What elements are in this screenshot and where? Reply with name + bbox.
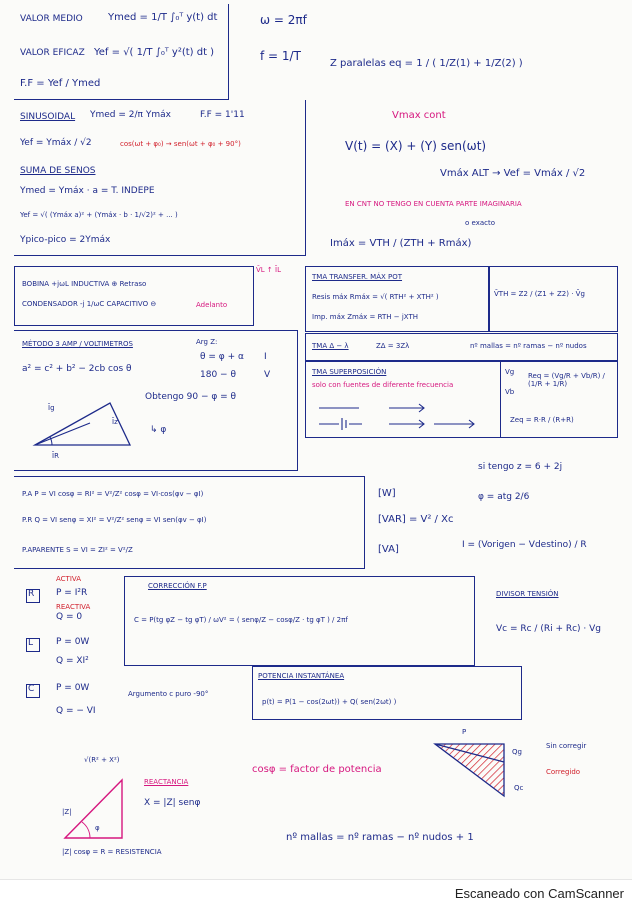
bobina-row: BOBINA +jωL INDUCTIVA ⊕ Retraso	[22, 280, 147, 288]
current-symbol: I	[264, 352, 267, 362]
box-divider	[14, 476, 365, 477]
cosine-law: a² = c² + b² − 2cb cos θ	[22, 364, 132, 374]
suma-senos-label: SUMA DE SENOS	[20, 166, 96, 176]
potencia-instantanea-label: POTENCIA INSTANTÁNEA	[258, 672, 345, 680]
vg-label: Vg	[505, 368, 515, 376]
box-divider	[14, 99, 229, 100]
correccion-label: CORRECCIÓN F.P	[148, 582, 207, 590]
hypotenuse-formula: √(R² + X²)	[84, 756, 120, 764]
box-divider	[228, 4, 229, 99]
vmax-cont: Vmax cont	[392, 110, 446, 121]
scanner-watermark: Escaneado con CamScanner	[454, 886, 624, 901]
sin-corregir-label: Sin corregir	[546, 742, 587, 750]
delta-label: TMA Δ − λ	[312, 342, 349, 350]
phi-angle: φ	[95, 824, 100, 832]
valor-medio-formula: Ymed = 1/T ∫₀ᵀ y(t) dt	[108, 12, 218, 23]
current-divisor-formula: I = (Vorigen − Vdestino) / R	[462, 540, 587, 550]
vth-formula: V̄TH = Z2 / (Z1 + Z2) · V̄g	[494, 290, 585, 298]
box-divider	[14, 568, 365, 569]
ypico-formula: Ypico-pico = 2Ymáx	[20, 235, 111, 245]
r-reactive-power: Q = 0	[56, 612, 83, 622]
zeq-formula: Zeq = R·R / (R+R)	[510, 416, 574, 424]
box-divider	[14, 470, 298, 471]
c-active-power: P = 0W	[56, 683, 90, 693]
omega-formula: ω = 2πf	[260, 13, 307, 27]
imaginaria-note: EN CNT NO TENGO EN CUENTA PARTE IMAGINARIA	[345, 200, 522, 208]
correccion-formula: C = P(tg φZ − tg φT) / ωV² = ( senφ/Z − cosφ/Z · tg φT ) / 2πf	[134, 616, 348, 624]
valor-eficaz-formula: Yef = √( 1/T ∫₀ᵀ y²(t) dt )	[94, 47, 215, 58]
l-reactive-power: Q = XI²	[56, 656, 89, 666]
suma-ymed: Ymed = Ymáx · a = T. INDEPE	[20, 186, 155, 196]
bobina-box	[14, 266, 254, 326]
l-active-power: P = 0W	[56, 637, 90, 647]
vth-box	[488, 266, 618, 332]
theta-supplement: 180 − θ	[200, 370, 236, 380]
box-divider	[500, 360, 501, 437]
imax-formula: Imáx = VTH / (ZTH + Rmáx)	[330, 238, 472, 249]
obtengo-formula: Obtengo 90 − φ = θ	[145, 392, 237, 402]
reactancia-label: REACTANCIA	[144, 778, 189, 786]
phi-result: ↳ φ	[150, 425, 167, 435]
c-element-label: C	[28, 684, 35, 694]
adelanto-label: Adelanto	[196, 301, 228, 309]
phasor-triangle-diagram	[30, 395, 140, 455]
metodo-label: MÉTODO 3 AMP / VOLTIMETROS	[22, 340, 133, 348]
suma-yef: Yef = √( (Ymáx a)² + (Ymáx · b · 1/√2)² + ... )	[20, 211, 178, 219]
modz-label: |Z|	[62, 808, 72, 816]
si-tengo-z: si tengo z = 6 + 2j	[478, 462, 563, 472]
condensador-row: CONDENSADOR -j 1/ωC CAPACITIVO ⊖	[22, 300, 157, 308]
iz-label: Īz	[112, 418, 118, 426]
box-divider	[14, 330, 298, 331]
box-divider	[297, 330, 298, 470]
sinusoidal-label: SINUSOIDAL	[20, 112, 76, 122]
superposition-arrows	[314, 400, 494, 432]
req-formula: Req = (Vg/R + Vb/R) / (1/R + 1/R)	[528, 372, 605, 389]
superposicion-condition: solo con fuentes de diferente frecuencia	[312, 381, 454, 389]
potencia-aparente-unit: [VA]	[378, 544, 399, 555]
corregido-label: Corregido	[546, 768, 581, 776]
ig-label: Īg	[48, 404, 55, 412]
potencia-activa-unit: [W]	[378, 488, 396, 499]
sinusoidal-yef: Yef = Ymáx / √2	[20, 138, 92, 148]
voltage-symbol: V	[264, 370, 271, 380]
valor-medio-label: VALOR MEDIO	[20, 14, 83, 24]
potencia-aparente-formula: P.APARENTE S = VI = ZI² = V²/Z	[22, 546, 133, 554]
resistencia-formula: |Z| cosφ = R = RESISTENCIA	[62, 848, 162, 856]
delta-star-formula: ZΔ = 3Zλ	[376, 342, 410, 350]
r-element-label: R	[28, 589, 35, 599]
box-divider	[364, 476, 365, 568]
vmax-alt-formula: Vmáx ALT → Vef = Vmáx / √2	[440, 168, 586, 179]
box-divider	[14, 255, 306, 256]
potencia-reactiva-unit: [VAR] = V² / Xc	[378, 514, 454, 525]
o-exacto: o exacto	[465, 219, 495, 227]
mallas-final-formula: nº mallas = nº ramas − nº nudos + 1	[286, 832, 474, 843]
theta-plus-alpha: θ = φ + α	[200, 352, 244, 362]
vt-formula: V(t) = (X) + (Y) sen(ωt)	[345, 139, 487, 153]
l-element-label: L	[28, 638, 34, 648]
vb-label: Vb	[505, 388, 515, 396]
box-divider	[305, 100, 306, 255]
reactiva-label: REACTIVA	[56, 603, 91, 611]
potencia-reactiva-formula: P.R Q = VI senφ = XI² = V²/Z² senφ = VI sen(φv − φI)	[22, 516, 207, 524]
scanner-footer	[0, 879, 632, 907]
superposicion-label: TMA SUPERPOSICIÓN	[312, 368, 387, 376]
imp-max: Imp. máx Zmáx = RTH − jXTH	[312, 313, 418, 321]
sinusoidal-ymed: Ymed = 2/π Ymáx	[90, 110, 171, 120]
impedance-triangle	[60, 768, 140, 848]
sinusoidal-ff: F.F = 1'11	[200, 110, 245, 120]
qg-label: Qg	[512, 748, 522, 756]
ir-label: ĪR	[52, 452, 59, 460]
reactancia-formula: X = |Z| senφ	[144, 798, 201, 808]
valor-eficaz-label: VALOR EFICAZ	[20, 48, 85, 58]
c-reactive-power: Q = − VI	[56, 706, 96, 716]
p-label: P	[462, 728, 467, 736]
potencia-activa-formula: P.A P = VI cosφ = RI² = V²/Z² cosφ = VI·cos(φv − φI)	[22, 490, 204, 498]
arg-z: Arg Z:	[196, 338, 218, 346]
divisor-label: DIVISOR TENSIÓN	[496, 590, 559, 598]
frequency-formula: f = 1/T	[260, 49, 301, 63]
mallas-formula: nº mallas = nº ramas − nº nudos	[470, 342, 587, 350]
resis-max: Resis máx Rmáx = √( RTH² + XTH² )	[312, 293, 439, 301]
cos-to-sen: cos(ωt + φ₀) → sen(ωt + φ₀ + 90°)	[120, 140, 241, 148]
zparalelas-formula: Z paralelas eq = 1 / ( 1/Z(1) + 1/Z(2) )	[330, 58, 523, 69]
correction-triangle	[432, 736, 512, 802]
activa-label: ACTIVA	[56, 575, 82, 583]
qc-label: Qc	[514, 784, 524, 792]
potencia-instantanea-formula: p(t) = P(1 − cos(2ωt)) + Q( sen(2ωt) )	[262, 698, 397, 706]
vi-phasor: V̄L ↑ ĪL	[256, 266, 281, 274]
divisor-formula: Vc = Rc / (Ri + Rc) · Vg	[496, 624, 602, 634]
factor-potencia-note: cosφ = factor de potencia	[252, 764, 382, 775]
transfer-label: TMA TRANSFER. MÁX POT	[312, 273, 403, 281]
ff-formula: F.F = Yef / Ymed	[20, 78, 101, 89]
argument-note: Argumento c puro -90°	[128, 690, 209, 698]
phi-atg: φ = atg 2/6	[478, 492, 530, 502]
r-active-power: P = I²R	[56, 588, 88, 598]
